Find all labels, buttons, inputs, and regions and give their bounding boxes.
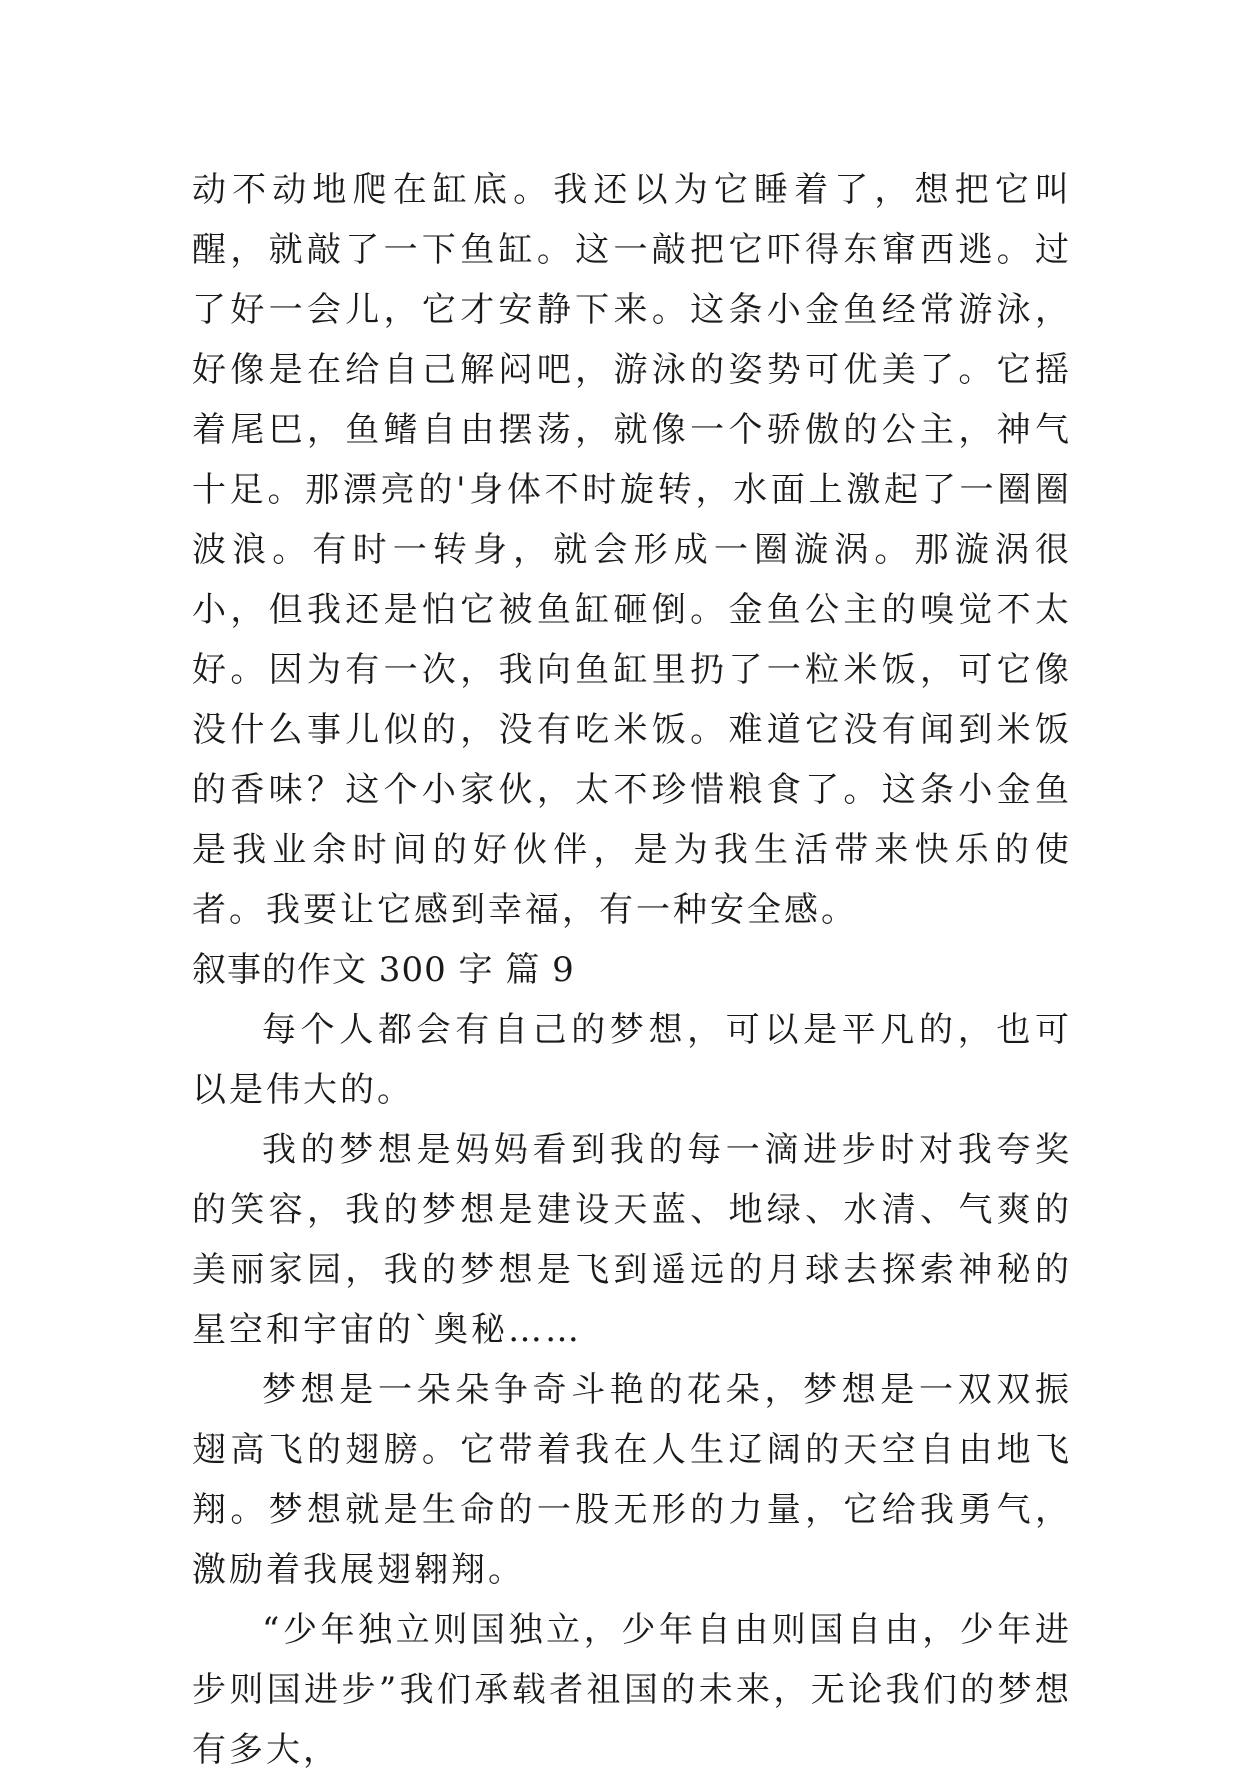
paragraph-4: “少年独立则国独立，少年自由则国自由，少年进步则国进步”我们承载者祖国的未来，无论我们的梦想有多大，	[192, 1610, 1072, 1770]
document-body	[192, 160, 1072, 1780]
paragraph-continuation: 动不动地爬在缸底。我还以为它睡着了，想把它叫醒，就敲了一下鱼缸。这一敲把它吓得东窜西逃。过了好一会儿，它才安静下来。这条小金鱼经常游泳，好像是在给自己解闷吧，游泳的姿势可优美了。它摇着尾巴，鱼鳍自由摆荡，就像一个骄傲的公主，神气十足。那漂亮的'身体不时旋转，水面上激起了一圈圈波浪。有时一转身，就会形成一圈漩涡。那漩涡很小，但我还是怕它被鱼缸砸倒。金鱼公主的嗅觉不太好。因为有一次，我向鱼缸里扔了一粒米饭，可它像没什么事儿似的，没有吃米饭。难道它没有闻到米饭的香味？这个小家伙，太不珍惜粮食了。这条小金鱼是我业余时间的好伙伴，是为我生活带来快乐的使者。我要让它感到幸福，有一种安全感。	[192, 170, 1072, 930]
paragraph-3: 梦想是一朵朵争奇斗艳的花朵，梦想是一双双振翅高飞的翅膀。它带着我在人生辽阔的天空自由地飞翔。梦想就是生命的一股无形的力量，它给我勇气，激励着我展翅翱翔。	[192, 1370, 1072, 1590]
paragraph-2: 我的梦想是妈妈看到我的每一滴进步时对我夸奖的笑容，我的梦想是建设天蓝、地绿、水清、气爽的美丽家园，我的梦想是飞到遥远的月球去探索神秘的星空和宇宙的`奥秘……	[192, 1130, 1072, 1350]
paragraph-1: 每个人都会有自己的梦想，可以是平凡的，也可以是伟大的。	[192, 1010, 1072, 1110]
section-heading: 叙事的作文 300 字 篇 9	[192, 950, 575, 990]
